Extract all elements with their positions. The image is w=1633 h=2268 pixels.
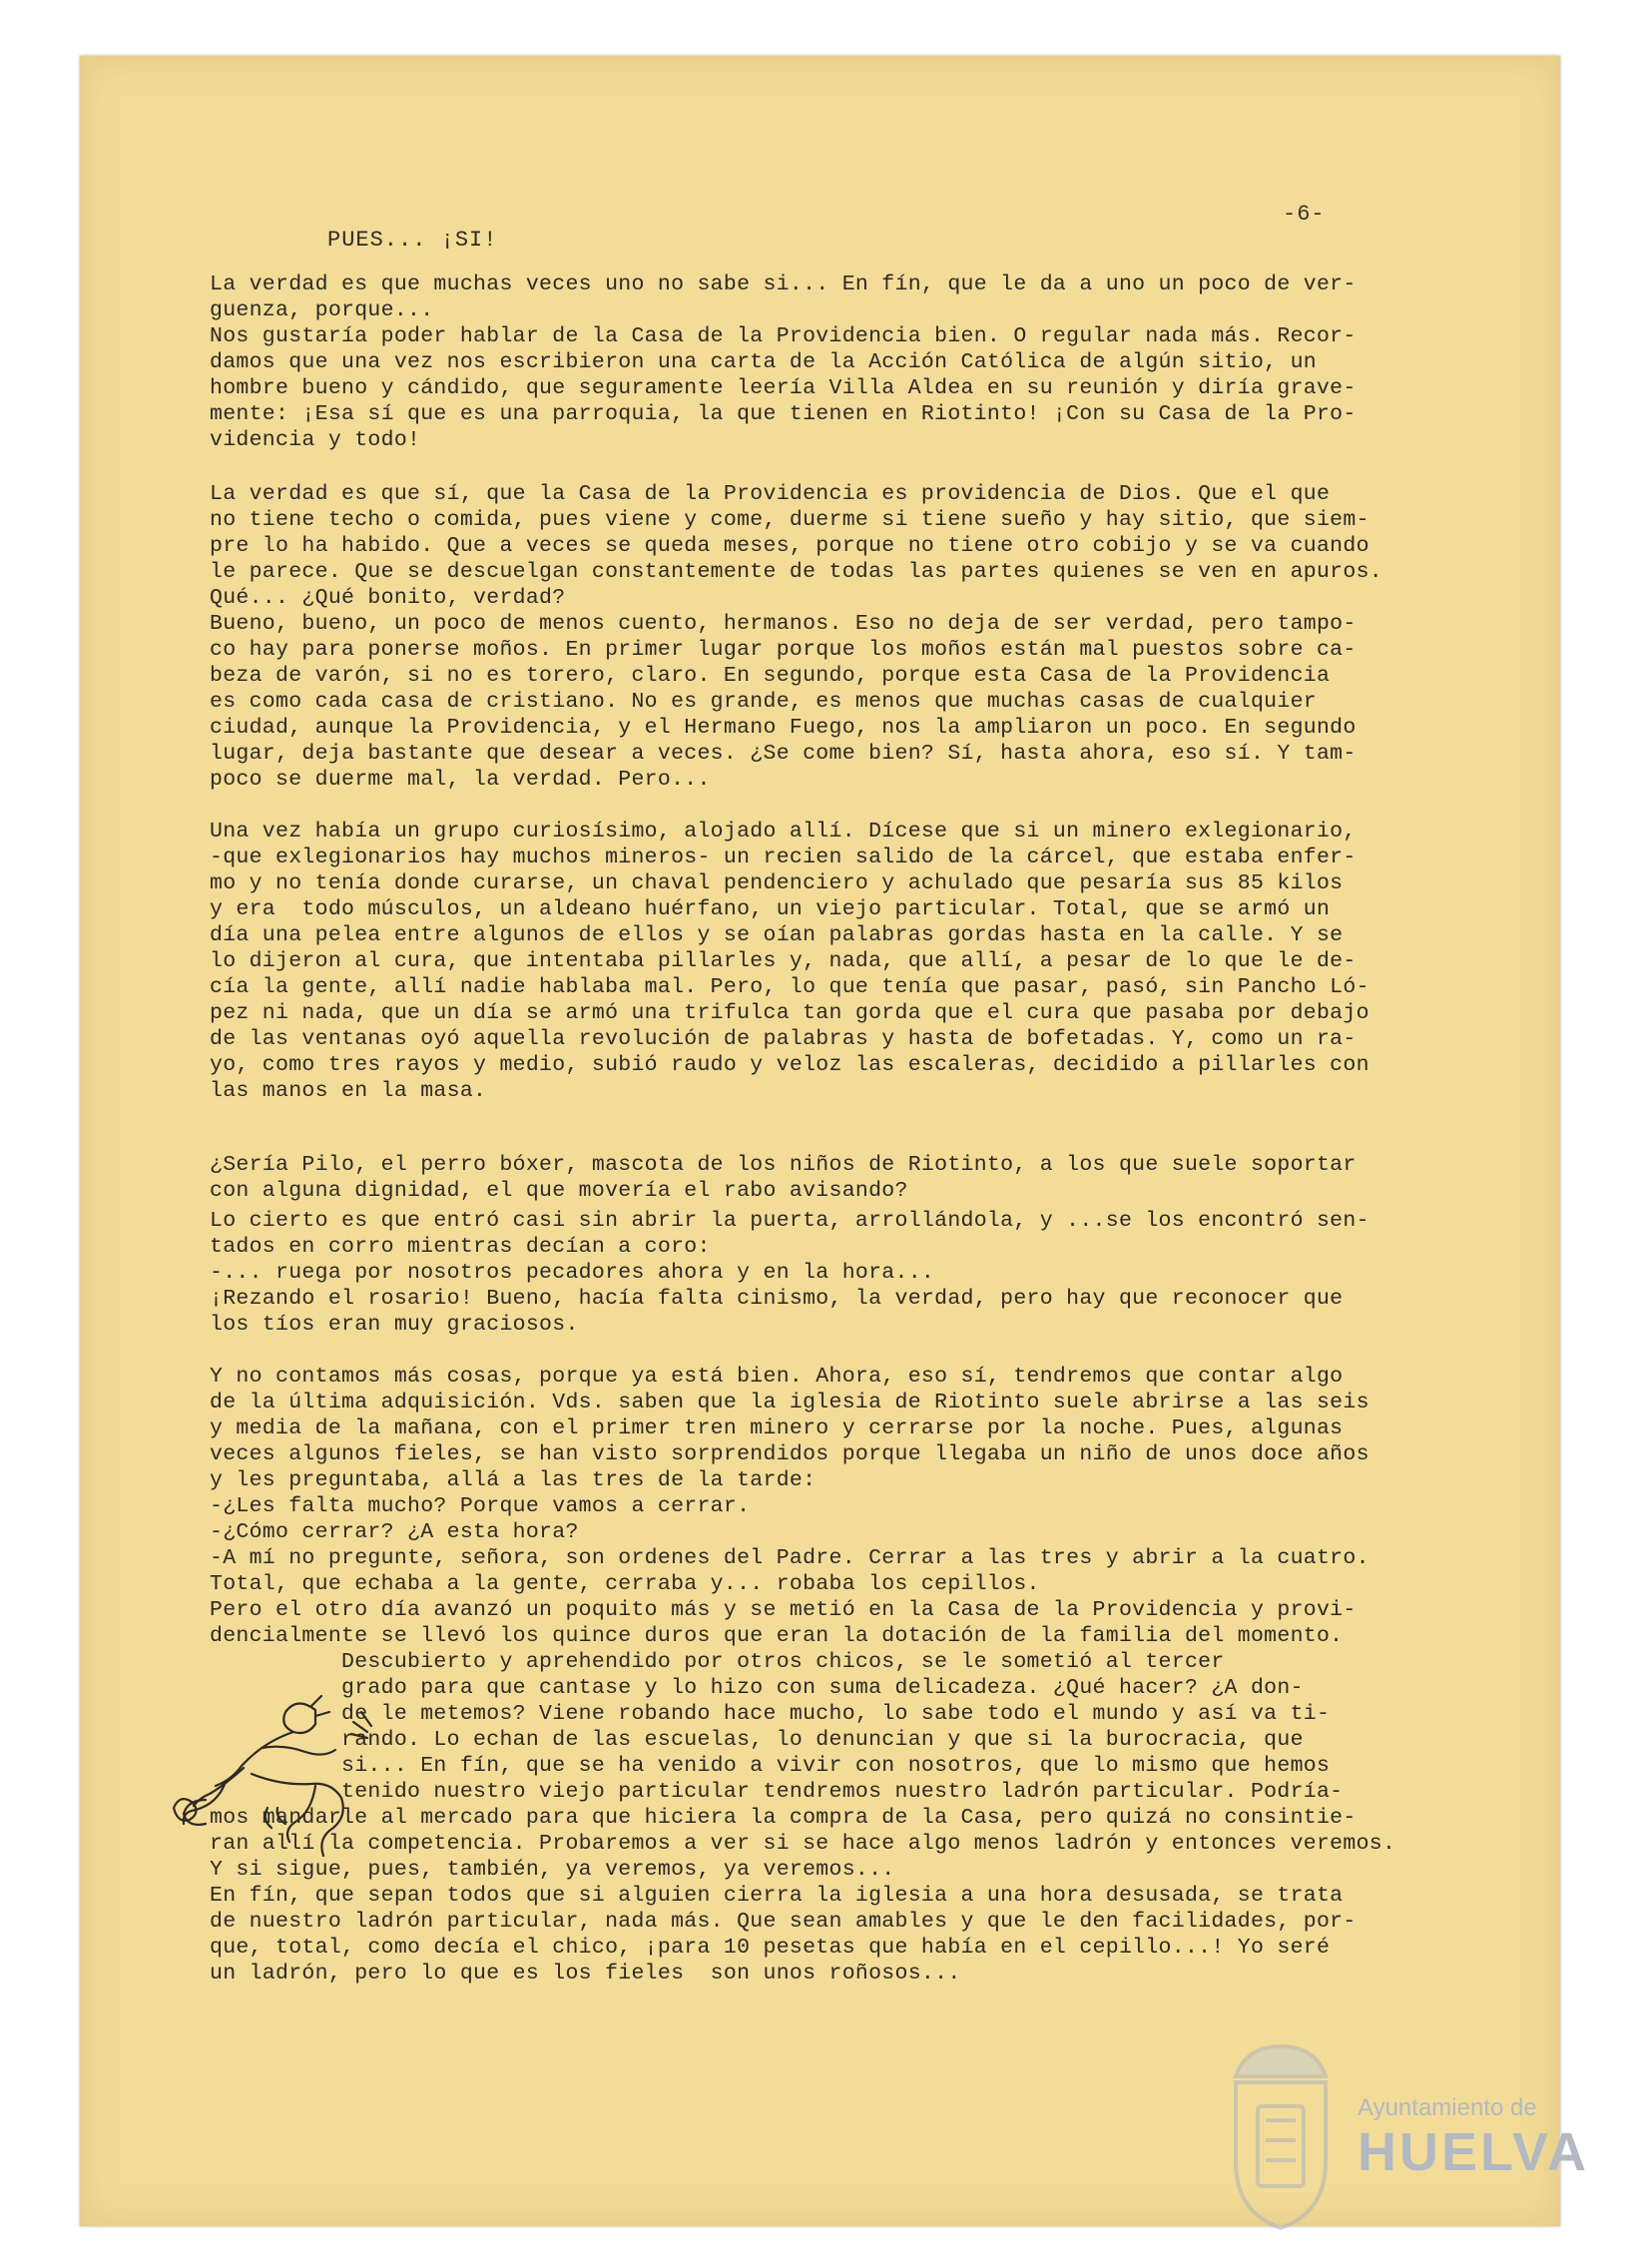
text-line: Una vez había un grupo curiosísimo, alojado allí. Dícese que si un minero exlegionario, (210, 820, 1357, 844)
text-line: lugar, deja bastante que desear a veces. ¿Se come bien? Sí, hasta ahora, eso sí. Y tam- (210, 742, 1357, 766)
text-line: si... En fín, que se ha venido a vivir con nosotros, que lo mismo que hemos (210, 1754, 1331, 1778)
watermark-brand: HUELVA (1358, 2122, 1589, 2182)
text-line: día una pelea entre algunos de ellos y se oían palabras gordas hasta en la calle. Y se (210, 923, 1344, 947)
text-line: tenido nuestro viejo particular tendremos nuestro ladrón particular. Podría- (210, 1780, 1344, 1804)
text-line: videncia y todo! (210, 428, 421, 452)
text-line: yo, como tres rayos y medio, subió raudo y veloz las escaleras, decidido a pillarles con (210, 1053, 1369, 1077)
text-line: mo y no tenía donde curarse, un chaval pendenciero y achulado que pesaría sus 85 kilos (210, 871, 1344, 895)
text-line: poco se duerme mal, la verdad. Pero... (210, 768, 711, 792)
text-line: -¿Les falta mucho? Porque vamos a cerrar. (210, 1494, 751, 1518)
text-line: -... ruega por nosotros pecadores ahora y en la hora... (210, 1261, 935, 1285)
article-title: PUES... ¡SI! (327, 228, 498, 253)
text-line: Bueno, bueno, un poco de menos cuento, hermanos. Eso no deja de ser verdad, pero tampo- (210, 612, 1357, 636)
text-line: ran allí la competencia. Probaremos a ver si se hace algo menos ladrón y entonces veremos. (210, 1832, 1396, 1856)
text-line: de le metemos? Viene robando hace mucho, lo sabe todo el mundo y así va ti- (210, 1702, 1331, 1726)
text-line: damos que una vez nos escribieron una carta de la Acción Católica de algún sitio, un (210, 350, 1317, 374)
text-line: hombre bueno y cándido, que seguramente leería Villa Aldea en su reunión y diría grave- (210, 376, 1357, 400)
text-line: co hay para ponerse moños. En primer lugar porque los moños están mal puestos sobre ca- (210, 638, 1357, 662)
text-line: -que exlegionarios hay muchos mineros- un recien salido de la cárcel, que estaba enfer- (210, 846, 1357, 869)
text-line: le parece. Que se descuelgan constantemente de todas las partes quienes se ven en apuros. (210, 560, 1382, 584)
city-coat-of-arms-icon (1216, 2036, 1346, 2236)
text-line: mos mandarle al mercado para que hiciera la compra de la Casa, pero quizá no consintie- (210, 1806, 1357, 1830)
text-line: no tiene techo o comida, pues viene y come, duerme si tiene sueño y hay sitio, que siem- (210, 508, 1369, 532)
text-line: los tíos eran muy graciosos. (210, 1313, 579, 1337)
text-line: de las ventanas oyó aquella revolución de palabras y hasta de bofetadas. Y, como un ra- (210, 1027, 1357, 1051)
text-line: es como cada casa de cristiano. No es grande, es menos que muchas casas de cualquier (210, 690, 1317, 714)
text-line: Descubierto y aprehendido por otros chicos, se le sometió al tercer (210, 1650, 1225, 1674)
text-line: pez ni nada, que un día se armó una trifulca tan gorda que el cura que pasaba por debajo (210, 1001, 1369, 1025)
text-line: Lo cierto es que entró casi sin abrir la puerta, arrollándola, y ...se los encontró sen- (210, 1209, 1369, 1233)
text-line: guenza, porque... (210, 298, 434, 322)
text-line: de nuestro ladrón particular, nada más. Que sean amables y que le den facilidades, por- (210, 1910, 1357, 1934)
text-line: Pero el otro día avanzó un poquito más y se metió en la Casa de la Providencia y provi- (210, 1598, 1357, 1622)
text-line: con alguna dignidad, el que movería el rabo avisando? (210, 1179, 908, 1203)
text-line: lo dijeron al cura, que intentaba pillarles y, nada, que allí, a pesar de lo que le de- (210, 949, 1357, 973)
text-line: beza de varón, si no es torero, claro. En segundo, porque esta Casa de la Providencia (210, 664, 1331, 688)
text-line: las manos en la masa. (210, 1079, 487, 1103)
text-line: grado para que cantase y lo hizo con suma delicadeza. ¿Qué hacer? ¿A don- (210, 1676, 1304, 1700)
page-number: -6- (1283, 202, 1326, 227)
text-line: cía la gente, allí nadie hablaba mal. Pero, lo que tenía que pasar, pasó, sin Pancho Ló- (210, 975, 1369, 999)
text-line: Total, que echaba a la gente, cerraba y... robaba los cepillos. (210, 1572, 1040, 1596)
text-line: Y si sigue, pues, también, ya veremos, ya veremos... (210, 1858, 895, 1882)
text-line: ciudad, aunque la Providencia, y el Hermano Fuego, nos la ampliaron un poco. En segundo (210, 716, 1357, 740)
text-line: La verdad es que muchas veces uno no sabe si... En fín, que le da a uno un poco de ver- (210, 273, 1357, 296)
text-line: que, total, como decía el chico, ¡para 10 pesetas que había en el cepillo...! Yo seré (210, 1936, 1331, 1960)
text-line: ¡Rezando el rosario! Bueno, hacía falta cinismo, la verdad, pero hay que reconocer que (210, 1287, 1344, 1311)
text-line: y les preguntaba, allá a las tres de la tarde: (210, 1468, 816, 1492)
text-line: un ladrón, pero lo que es los fieles son unos roñosos... (210, 1962, 961, 1985)
text-line: pre lo ha habido. Que a veces se queda meses, porque no tiene otro cobijo y se va cuando (210, 534, 1369, 558)
text-line: y media de la mañana, con el primer tren minero y cerrarse por la noche. Pues, algunas (210, 1417, 1344, 1440)
text-line: Qué... ¿Qué bonito, verdad? (210, 586, 566, 610)
text-line: -A mí no pregunte, señora, son ordenes del Padre. Cerrar a las tres y abrir a la cuatro. (210, 1546, 1369, 1570)
text-line: dencialmente se llevó los quince duros que eran la dotación de la familia del momento. (210, 1624, 1344, 1648)
text-line: y era todo músculos, un aldeano huérfano, un viejo particular. Total, que se armó un (210, 897, 1331, 921)
text-line: tados en corro mientras decían a coro: (210, 1235, 711, 1259)
text-line: La verdad es que sí, que la Casa de la Providencia es providencia de Dios. Que el que (210, 482, 1331, 506)
text-line: de la última adquisición. Vds. saben que la iglesia de Riotinto suele abrirse a las seis (210, 1391, 1369, 1415)
text-line: rando. Lo echan de las escuelas, lo denuncian y que si la burocracia, que (210, 1728, 1304, 1752)
text-line: En fín, que sepan todos que si alguien cierra la iglesia a una hora desusada, se trata (210, 1884, 1344, 1908)
text-line: Nos gustaría poder hablar de la Casa de la Providencia bien. O regular nada más. Recor- (210, 324, 1357, 348)
text-line: Y no contamos más cosas, porque ya está bien. Ahora, eso sí, tendremos que contar algo (210, 1365, 1344, 1389)
text-line: ¿Sería Pilo, el perro bóxer, mascota de los niños de Riotinto, a los que suele soportar (210, 1153, 1357, 1177)
text-line: veces algunos fieles, se han visto sorprendidos porque llegaba un niño de unos doce años (210, 1442, 1369, 1466)
watermark-city-text: Ayuntamiento de (1358, 2094, 1537, 2121)
text-line: mente: ¡Esa sí que es una parroquia, la que tienen en Riotinto! ¡Con su Casa de la Pro- (210, 402, 1357, 426)
text-line: -¿Cómo cerrar? ¿A esta hora? (210, 1520, 579, 1544)
running-thief-sketch-icon (166, 1682, 435, 1872)
